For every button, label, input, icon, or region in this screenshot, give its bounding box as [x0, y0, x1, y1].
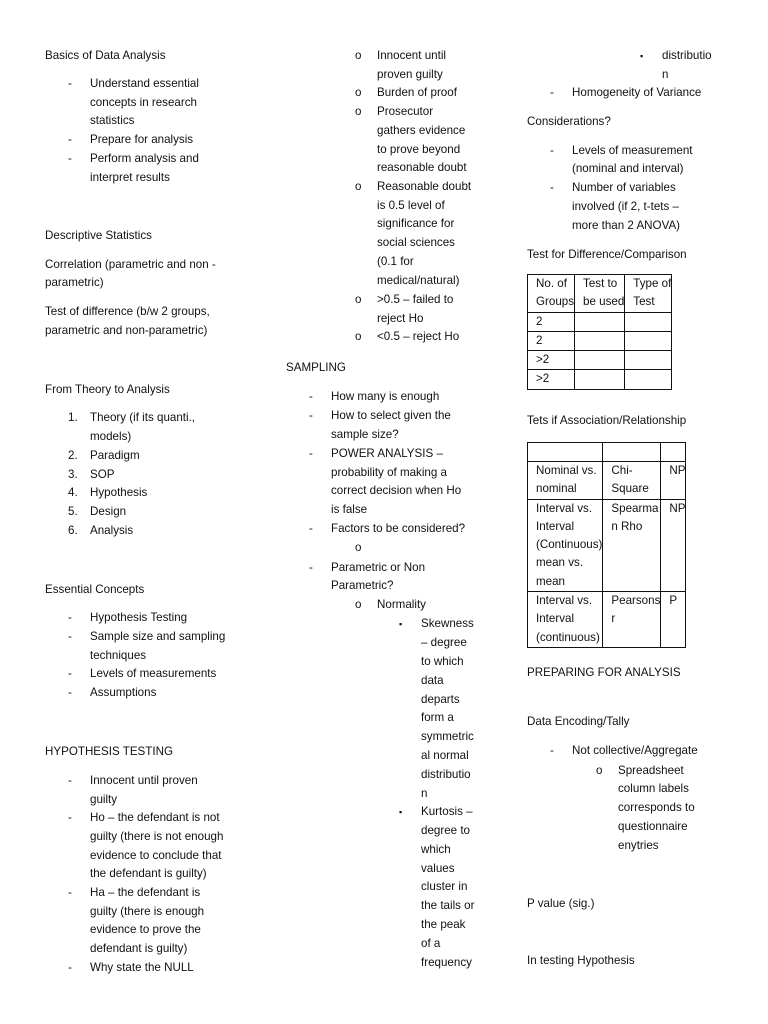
table-cell: NP [661, 499, 686, 591]
list-item: guilty (there is not enough [90, 830, 224, 843]
list-item: Levels of measurement [572, 144, 693, 157]
table-cell: Interval vs. Interval (Continuous) mean vs. mean [528, 499, 603, 591]
bullet-circle: o [596, 764, 603, 777]
list-item: models) [90, 430, 132, 443]
list-item: data [421, 674, 444, 687]
text-line: parametric and non-parametric) [45, 324, 208, 337]
list-item: gathers evidence [377, 124, 466, 137]
heading-considerations: Considerations? [527, 115, 611, 128]
list-item: Sample size and sampling [90, 630, 226, 643]
table-row [528, 312, 672, 331]
bullet-dash: - [68, 811, 72, 824]
bullet-dash: - [550, 86, 554, 99]
list-item: which [421, 843, 451, 856]
list-item: defendant is guilty) [90, 942, 188, 955]
table-row [528, 462, 686, 500]
list-item: (nominal and interval) [572, 162, 684, 175]
table-header-cell: Type of Test [625, 275, 672, 313]
list-item: Innocent until [377, 49, 446, 62]
table-cell [625, 370, 672, 389]
list-item: n [421, 787, 428, 800]
table-cell [625, 312, 672, 331]
list-item: >0.5 – failed to [377, 293, 454, 306]
list-item: reject Ho [377, 312, 424, 325]
table-row [528, 331, 672, 350]
bullet-dash: - [68, 886, 72, 899]
list-item: probability of making a [331, 466, 447, 479]
list-item: enytries [618, 839, 659, 852]
table-row [528, 592, 686, 648]
list-item: sample size? [331, 428, 399, 441]
list-item: involved (if 2, t-tets – [572, 200, 679, 213]
bullet-dash: - [309, 409, 313, 422]
bullet-dash: - [550, 744, 554, 757]
list-item: form a [421, 711, 454, 724]
list-item: corresponds to [618, 801, 695, 814]
list-item: Parametric or Non [331, 561, 426, 574]
list-item: Skewness [421, 617, 474, 630]
list-item: guilty (there is enough [90, 905, 205, 918]
bullet-dash: - [309, 522, 313, 535]
table-cell [575, 331, 625, 350]
bullet-circle: o [355, 541, 362, 554]
list-item: proven guilty [377, 68, 443, 81]
text-line: parametric) [45, 276, 104, 289]
heading-descriptive: Descriptive Statistics [45, 229, 152, 242]
list-item: How to select given the [331, 409, 451, 422]
heading-test-difference: Test for Difference/Comparison [527, 248, 687, 261]
bullet-dash: - [68, 961, 72, 974]
bullet-dash: - [550, 181, 554, 194]
list-item: Paradigm [90, 449, 140, 462]
list-item: Innocent until proven [90, 774, 198, 787]
bullet-dash: - [550, 144, 554, 157]
list-item: social sciences [377, 236, 455, 249]
table-header-row [528, 275, 672, 313]
bullet-circle: o [355, 293, 362, 306]
table-cell [661, 443, 686, 462]
bullet-square: ▪ [640, 51, 644, 61]
heading-pvalue: P value (sig.) [527, 897, 595, 910]
list-item: concepts in research [90, 96, 197, 109]
list-item: – degree [421, 636, 467, 649]
list-item: Number of variables [572, 181, 676, 194]
list-item: distributio [662, 49, 712, 62]
table-row [528, 370, 672, 389]
heading-sampling: SAMPLING [286, 361, 346, 374]
list-item: POWER ANALYSIS – [331, 447, 443, 460]
list-item: is false [331, 503, 368, 516]
list-item: Reasonable doubt [377, 180, 472, 193]
list-item: al normal [421, 749, 469, 762]
list-item: questionnaire [618, 820, 688, 833]
list-item: Understand essential [90, 77, 199, 90]
table-row [528, 443, 686, 462]
list-item: significance for [377, 217, 455, 230]
list-item: Design [90, 505, 127, 518]
bullet-dash: - [309, 447, 313, 460]
heading-preparing: PREPARING FOR ANALYSIS [527, 666, 681, 679]
list-item: medical/natural) [377, 274, 460, 287]
list-item: Not collective/Aggregate [572, 744, 698, 757]
list-item: cluster in [421, 880, 468, 893]
table-cell [625, 351, 672, 370]
association-table [527, 442, 686, 648]
table-cell: Nominal vs. nominal [528, 462, 603, 500]
table-cell: P [661, 592, 686, 648]
list-item: Homogeneity of Variance [572, 86, 702, 99]
list-item: evidence to prove the [90, 923, 201, 936]
table-cell [575, 351, 625, 370]
list-item: the tails or [421, 899, 475, 912]
list-item: statistics [90, 114, 135, 127]
bullet-dash: - [68, 133, 72, 146]
list-item: Kurtosis – [421, 805, 473, 818]
bullet-dash: - [309, 561, 313, 574]
list-item: values [421, 862, 455, 875]
list-item: Prepare for analysis [90, 133, 194, 146]
table-header-cell: No. of Groups [528, 275, 575, 313]
list-item: degree to [421, 824, 470, 837]
table-cell: Spearma n Rho [603, 499, 661, 591]
bullet-dash: - [68, 611, 72, 624]
bullet-dash: - [309, 390, 313, 403]
list-item: (0.1 for [377, 255, 414, 268]
list-item: the peak [421, 918, 466, 931]
bullet-dash: - [68, 77, 72, 90]
table-cell [603, 443, 661, 462]
bullet-square: ▪ [399, 807, 403, 817]
list-item: departs [421, 693, 460, 706]
table-cell: 2 [528, 331, 575, 350]
bullet-dash: - [68, 630, 72, 643]
list-item: Analysis [90, 524, 134, 537]
table-cell: NP [661, 462, 686, 500]
list-item: Ho – the defendant is not [90, 811, 220, 824]
bullet-dash: - [68, 774, 72, 787]
list-number: 6. [68, 524, 78, 537]
list-number: 3. [68, 468, 78, 481]
list-item: Assumptions [90, 686, 157, 699]
list-item: of a [421, 937, 441, 950]
list-item: column labels [618, 782, 689, 795]
list-item: Hypothesis [90, 486, 148, 499]
list-item: symmetric [421, 730, 474, 743]
list-item: to prove beyond [377, 143, 461, 156]
table-cell [575, 312, 625, 331]
list-item: Prosecutor [377, 105, 434, 118]
list-number: 1. [68, 411, 78, 424]
bullet-dash: - [68, 152, 72, 165]
table-cell: Interval vs. Interval (continuous) [528, 592, 603, 648]
list-item: guilty [90, 793, 118, 806]
list-item: more than 2 ANOVA) [572, 219, 681, 232]
heading-theory: From Theory to Analysis [45, 383, 170, 396]
bullet-circle: o [355, 105, 362, 118]
list-item: Burden of proof [377, 86, 457, 99]
bullet-circle: o [355, 180, 362, 193]
heading-testing-hypothesis: In testing Hypothesis [527, 954, 635, 967]
list-item: Factors to be considered? [331, 522, 466, 535]
bullet-dash: - [68, 667, 72, 680]
list-item: techniques [90, 649, 147, 662]
list-item: Normality [377, 598, 426, 611]
table-cell [528, 443, 603, 462]
list-item: <0.5 – reject Ho [377, 330, 460, 343]
list-item: Perform analysis and [90, 152, 199, 165]
list-item: frequency [421, 956, 472, 969]
list-number: 2. [68, 449, 78, 462]
table-cell: >2 [528, 351, 575, 370]
bullet-circle: o [355, 49, 362, 62]
table-row [528, 351, 672, 370]
list-item: to which [421, 655, 464, 668]
list-item: is 0.5 level of [377, 199, 445, 212]
list-item: interpret results [90, 171, 170, 184]
heading-association: Tets if Association/Relationship [527, 414, 687, 427]
heading-essential: Essential Concepts [45, 583, 145, 596]
list-item: Parametric? [331, 579, 394, 592]
list-item: correct decision when Ho [331, 484, 462, 497]
table-cell: 2 [528, 312, 575, 331]
list-item: Why state the NULL [90, 961, 194, 974]
bullet-circle: o [355, 598, 362, 611]
list-number: 5. [68, 505, 78, 518]
list-item: n [662, 68, 669, 81]
list-item: evidence to conclude that [90, 849, 222, 862]
table-row [528, 499, 686, 591]
list-number: 4. [68, 486, 78, 499]
list-item: distributio [421, 768, 471, 781]
table-cell: Pearsons r [603, 592, 661, 648]
list-item: Hypothesis Testing [90, 611, 188, 624]
table-cell [575, 370, 625, 389]
list-item: SOP [90, 468, 115, 481]
table-cell: >2 [528, 370, 575, 389]
heading-basics: Basics of Data Analysis [45, 49, 166, 62]
text-line: Correlation (parametric and non - [45, 258, 216, 271]
list-item: How many is enough [331, 390, 440, 403]
text-line: Test of difference (b/w 2 groups, [45, 305, 210, 318]
bullet-dash: - [68, 686, 72, 699]
heading-hypothesis-testing: HYPOTHESIS TESTING [45, 745, 173, 758]
list-item: reasonable doubt [377, 161, 467, 174]
table-cell [625, 331, 672, 350]
bullet-circle: o [355, 330, 362, 343]
bullet-circle: o [355, 86, 362, 99]
list-item: Spreadsheet [618, 764, 684, 777]
list-item: Ha – the defendant is [90, 886, 201, 899]
bullet-square: ▪ [399, 619, 403, 629]
heading-encoding: Data Encoding/Tally [527, 715, 630, 728]
list-item: the defendant is guilty) [90, 867, 207, 880]
table-cell: Chi- Square [603, 462, 661, 500]
table-header-cell: Test to be used [575, 275, 625, 313]
comparison-table [527, 274, 672, 390]
list-item: Levels of measurements [90, 667, 217, 680]
list-item: Theory (if its quanti., [90, 411, 196, 424]
